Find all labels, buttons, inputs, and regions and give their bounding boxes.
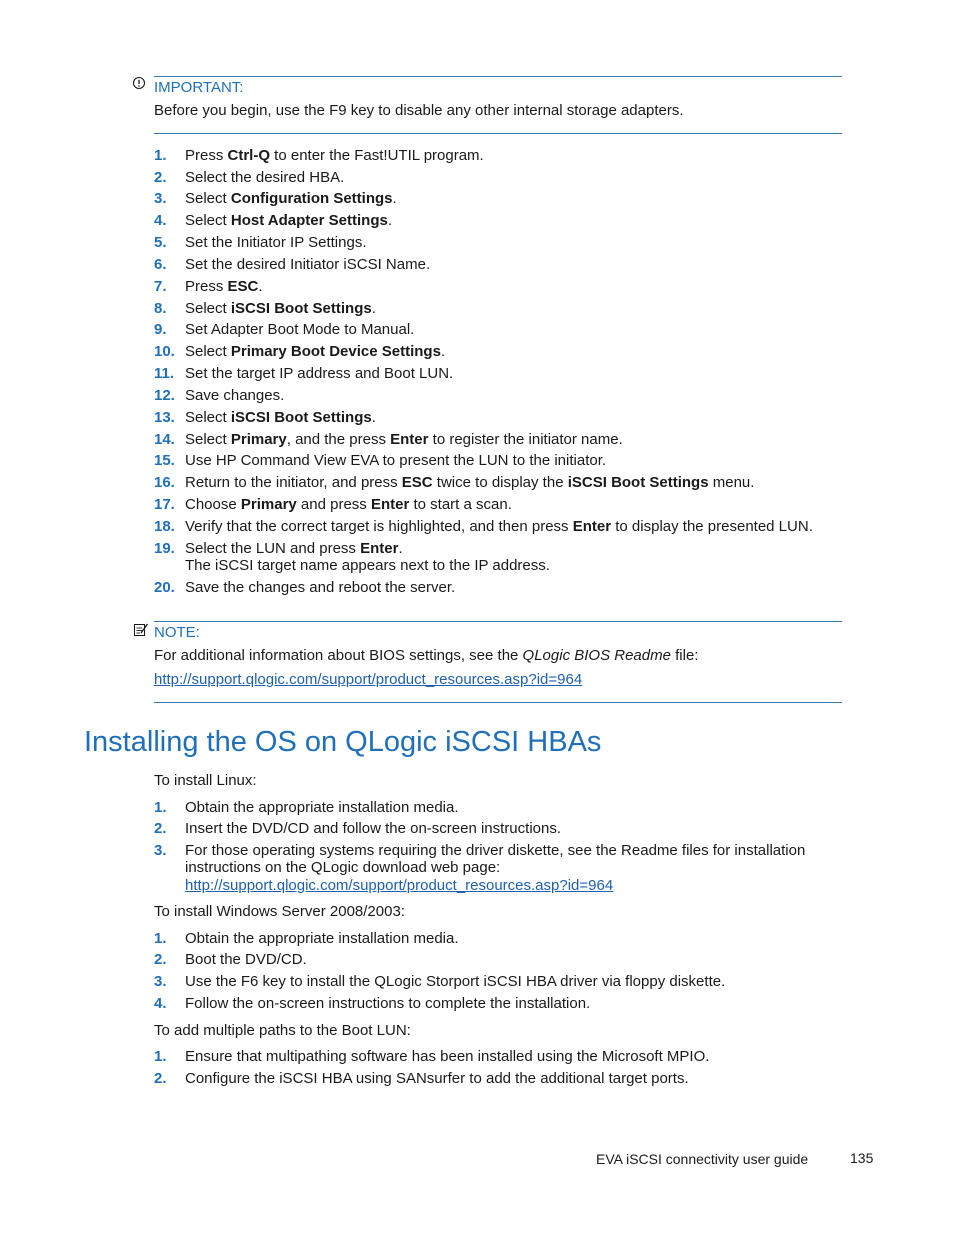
important-label: IMPORTANT: [154,79,244,96]
step-item [185,300,376,317]
step-number: 20. [154,579,175,596]
step-emphasis: Primary [240,496,297,513]
step-text: Choose [185,496,241,513]
step-item [185,579,455,596]
list-item: Ensure that multipathing software has been installed using the Microsoft MPIO. [185,1048,710,1065]
list-number: 2. [154,951,167,968]
step-number: 1. [154,147,167,164]
note-bottom-rule [154,702,842,703]
section-title: Installing the OS on QLogic iSCSI HBAs [84,726,602,758]
list-item: Use the F6 key to install the QLogic Storport iSCSI HBA driver via floppy diskette. [185,973,726,990]
step-text: Select [185,190,231,207]
step-text: Return to the initiator, and press [185,474,402,491]
step-text: Save the changes and reboot the server. [185,579,456,596]
list-item: Obtain the appropriate installation media. [185,799,459,816]
step-number: 11. [154,365,175,382]
step-text: Select [185,212,231,229]
step-text: Set Adapter Boot Mode to Manual. [185,321,415,338]
note-icon [133,622,149,642]
step-text: . [440,343,446,360]
step-item [185,540,403,557]
step-emphasis: Configuration Settings [230,190,393,207]
step-number: 5. [154,234,167,251]
step-number: 9. [154,321,167,338]
important-icon [132,76,146,94]
list-number: 2. [154,820,167,837]
step-emphasis: Enter [370,496,410,513]
list-number: 1. [154,930,167,947]
note-text-italic: QLogic BIOS Readme [522,647,671,664]
step-item [185,518,813,535]
list-item-link[interactable]: http://support.qlogic.com/support/product_resources.asp?id=964 [185,877,614,894]
step-item [185,409,376,426]
step-emphasis: Primary Boot Device Settings [230,343,441,360]
list-number: 1. [154,1048,167,1065]
step-text: and press [296,496,371,513]
step-emphasis: Host Adapter Settings [230,212,388,229]
important-top-rule [154,76,842,77]
step-text: Save changes. [185,387,285,404]
step-number: 12. [154,387,175,404]
list-item: For those operating systems requiring the driver diskette, see the Readme files for installation [185,842,806,859]
step-text: Verify that the correct target is highlighted, and then press [185,518,573,535]
step-number: 19. [154,540,175,557]
step-emphasis: Enter [572,518,612,535]
step-item [185,212,392,229]
step-item [185,365,453,382]
note-text [154,647,698,665]
step-item [185,169,344,186]
step-text: menu. [708,474,755,491]
step-item [185,147,484,164]
step-text: Select the desired HBA. [185,169,345,186]
list-item: Boot the DVD/CD. [185,951,307,968]
step-item [185,387,284,404]
step-text: . [392,190,397,207]
step-item [185,474,754,491]
note-label: NOTE: [154,624,200,641]
list-number: 4. [154,995,167,1012]
step-text: to display the presented LUN. [611,518,813,535]
step-item [185,321,414,338]
step-emphasis: Ctrl-Q [227,147,271,164]
note-link[interactable]: http://support.qlogic.com/support/product_resources.asp?id=964 [154,671,583,688]
list-item: Obtain the appropriate installation media. [185,930,459,947]
list-number: 3. [154,842,167,859]
step-number: 17. [154,496,175,513]
step-number: 6. [154,256,167,273]
step-text: Select [185,409,231,426]
list-item: Configure the iSCSI HBA using SANsurfer to add the additional target ports. [185,1070,689,1087]
list-number: 1. [154,799,167,816]
step-number: 10. [154,343,175,360]
list-item-line2: instructions on the QLogic download web page: [185,859,501,876]
note-text-before: For additional information about BIOS settings, see the [154,647,523,664]
step-text: . [258,278,263,295]
step-text: , and the press [286,431,391,448]
linux-intro: To install Linux: [154,772,257,789]
step-number: 15. [154,452,175,469]
footer-page-number: 135 [850,1150,874,1166]
list-item: Insert the DVD/CD and follow the on-screen instructions. [185,820,562,837]
step-subtext: The iSCSI target name appears next to the IP address. [185,557,550,574]
windows-intro: To install Windows Server 2008/2003: [154,903,405,920]
step-item [185,496,512,513]
important-bottom-rule [154,133,842,134]
step-text: Select [185,431,231,448]
step-item [185,278,263,295]
step-text: . [398,540,403,557]
step-emphasis: Primary [230,431,287,448]
step-number: 3. [154,190,167,207]
step-number: 4. [154,212,167,229]
step-number: 16. [154,474,175,491]
step-text: . [387,212,392,229]
list-number: 2. [154,1070,167,1087]
step-item [185,431,623,448]
step-text: Set the target IP address and Boot LUN. [185,365,454,382]
note-text-after: file: [670,647,699,664]
list-number: 3. [154,973,167,990]
step-text: Use HP Command View EVA to present the LUN to the initiator. [185,452,607,469]
step-item [185,190,397,207]
step-emphasis: Enter [390,431,429,448]
step-text: Press [185,147,228,164]
step-number: 2. [154,169,167,186]
step-item [185,234,367,251]
step-number: 13. [154,409,175,426]
step-emphasis: Enter [360,540,399,557]
note-top-rule [154,621,842,622]
step-text: Select [185,343,231,360]
step-text: Select [185,300,231,317]
step-text: Set the desired Initiator iSCSI Name. [185,256,431,273]
step-emphasis: ESC [401,474,433,491]
step-text: to start a scan. [409,496,512,513]
step-text: to enter the Fast!UTIL program. [270,147,484,164]
step-number: 8. [154,300,167,317]
step-number: 18. [154,518,175,535]
step-text: twice to display the [432,474,568,491]
footer-guide-title: EVA iSCSI connectivity user guide [596,1151,809,1167]
important-text: Before you begin, use the F9 key to disable any other internal storage adapters. [154,102,684,119]
step-text: Select the LUN and press [185,540,361,557]
step-text: . [371,409,376,426]
step-item [185,452,606,469]
step-number: 7. [154,278,167,295]
paths-intro: To add multiple paths to the Boot LUN: [154,1022,411,1039]
list-item: Follow the on-screen instructions to complete the installation. [185,995,591,1012]
step-item [185,256,430,273]
step-text: Press [185,278,228,295]
step-item [185,343,445,360]
step-number: 14. [154,431,175,448]
step-emphasis: ESC [227,278,259,295]
step-text: . [371,300,376,317]
step-emphasis: iSCSI Boot Settings [567,474,709,491]
step-emphasis: iSCSI Boot Settings [230,409,372,426]
step-text: to register the initiator name. [428,431,623,448]
step-emphasis: iSCSI Boot Settings [230,300,372,317]
step-text: Set the Initiator IP Settings. [185,234,367,251]
